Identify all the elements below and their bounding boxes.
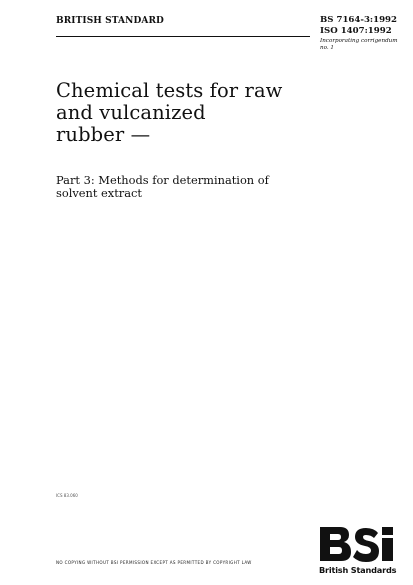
copyright-notice: NO COPYING WITHOUT BSI PERMISSION EXCEPT AS PERMITTED BY COPYRIGHT LAW [56, 560, 252, 565]
corrigendum-note: Incorporating corrigendum no. 1 [320, 38, 398, 51]
ics-code: ICS 83.060 [56, 493, 78, 498]
header-rule-left [56, 36, 310, 37]
standard-label: BRITISH STANDARD [56, 16, 164, 26]
bsi-logo-mark [316, 525, 400, 565]
bsi-logo-caption: British Standards [319, 565, 397, 575]
header-left [56, 15, 310, 37]
bsi-logo [316, 525, 400, 577]
bs-code: BS 7164-3:1992 [320, 15, 398, 25]
iso-code: ISO 1407:1992 [320, 26, 392, 36]
title-line-2: and vulcanized [56, 101, 206, 124]
part-line-1: Part 3: Methods for determination of [56, 173, 269, 187]
part-subtitle [56, 174, 326, 200]
title-line-1: Chemical tests for raw [56, 79, 283, 102]
header-right [320, 15, 400, 52]
document-title [56, 80, 326, 146]
part-line-2: solvent extract [56, 186, 142, 200]
title-line-3: rubber — [56, 123, 151, 146]
